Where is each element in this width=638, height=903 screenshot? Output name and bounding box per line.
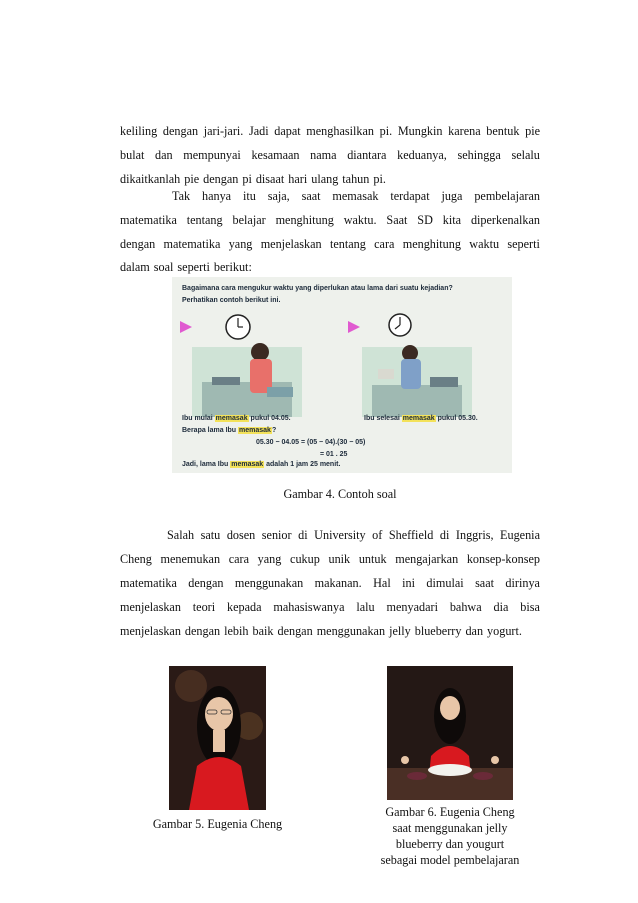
word: dan (465, 624, 484, 638)
word: dalam (120, 260, 150, 274)
word: di (439, 528, 450, 542)
word: Mungkin (397, 124, 443, 138)
word: dengan (162, 124, 199, 138)
clock-icon-right (389, 314, 411, 336)
word: seperti (177, 260, 210, 274)
word: matematika (120, 576, 177, 590)
word: dia (493, 600, 509, 614)
paragraph-3-line-3 (120, 575, 540, 591)
word: disaat (255, 172, 285, 186)
word: dapat (274, 124, 301, 138)
word: dosen (226, 528, 256, 542)
word: sehingga (457, 148, 501, 162)
word: dimulai (426, 576, 464, 590)
paragraph-3-line-1 (167, 527, 540, 543)
figure-4-worksheet-image (172, 277, 512, 473)
word: saat (475, 576, 495, 590)
word: menjelaskan (120, 624, 181, 638)
word: pembelajaran (474, 189, 540, 203)
word: mempunyai (183, 148, 241, 162)
word: dengan (184, 624, 221, 638)
word: Salah (167, 528, 195, 542)
arrow-icon-right (348, 321, 360, 333)
paragraph-1-line-2 (120, 147, 540, 163)
paragraph-1-line-1 (120, 123, 540, 139)
word: bisa (520, 600, 540, 614)
word: ini (402, 576, 415, 590)
word: mengajarkan (395, 552, 459, 566)
word: pi. (379, 124, 393, 138)
worksheet-question-2: Perhatikan contoh berikut ini. (182, 297, 281, 304)
word: belajar (232, 213, 266, 227)
word: senior (261, 528, 292, 542)
word: dengan (188, 576, 224, 590)
worksheet-question-1: Bagaimana cara mengukur waktu yang diperlukan atau lama dari suatu kejadian? (182, 285, 453, 292)
word: menjelaskan (260, 237, 322, 251)
figure-4-caption: Gambar 4. Contoh soal (283, 487, 397, 501)
word: Saat (386, 213, 408, 227)
paragraph-2-line-2 (120, 212, 540, 228)
word: menghitung (275, 213, 334, 227)
word: Inggris, (455, 528, 494, 542)
word: unik (328, 552, 351, 566)
paragraph-2-line-4 (120, 259, 540, 275)
arrow-icon-left (180, 321, 192, 333)
cooking-illustration (387, 666, 513, 800)
word: soal (153, 260, 174, 274)
word: memasak (332, 189, 379, 203)
figure-6-caption-line: Gambar 6. Eugenia Cheng (385, 805, 515, 819)
word: lebih (224, 624, 249, 638)
word: tahun (342, 172, 370, 186)
word: saat (301, 189, 321, 203)
word: konsep-konsep (466, 552, 540, 566)
word: diperkenalkan (470, 213, 540, 227)
word: hari (288, 172, 308, 186)
word: kita (442, 213, 462, 227)
word: menghitung (402, 237, 461, 251)
word: matematika (120, 213, 177, 227)
paragraph-3-line-4 (120, 599, 540, 615)
word: hanya (201, 189, 232, 203)
figure-6-caption (370, 804, 530, 868)
word: bahwa (449, 600, 482, 614)
word: tentang (329, 237, 366, 251)
word: jelly (389, 624, 411, 638)
word: blueberry (414, 624, 462, 638)
word: waktu (469, 237, 500, 251)
word: pi (242, 172, 252, 186)
figure-5-caption: Gambar 5. Eugenia Cheng (152, 817, 283, 831)
word: Sheffield (388, 528, 434, 542)
worksheet-start-time: Ibu mulai memasak pukul 04.05. (182, 415, 291, 422)
word: cara (374, 237, 395, 251)
word: ulang (311, 172, 339, 186)
word: jari-jari. (203, 124, 244, 138)
paragraph-3-line-2 (120, 551, 540, 567)
word: diantara (347, 148, 387, 162)
word: makanan. (314, 576, 362, 590)
word: mahasiswanya (273, 600, 345, 614)
word: selalu (511, 148, 540, 162)
word: karena (448, 124, 481, 138)
word: menggunakan (234, 576, 304, 590)
figure-6-caption-line: blueberry dan yougurt (395, 837, 505, 851)
word: Eugenia (500, 528, 540, 542)
word: pie (525, 124, 540, 138)
word: keliling (120, 124, 158, 138)
word: menyadari (386, 600, 438, 614)
word: dengan (277, 624, 313, 638)
paragraph-3-line-5 (120, 623, 540, 639)
word: kesamaan (251, 148, 300, 162)
word: berikut: (213, 260, 252, 274)
clock-icon-left (226, 315, 250, 339)
word: yang (257, 552, 282, 566)
word: menjelaskan (120, 600, 181, 614)
kitchen-scene-left (192, 343, 302, 417)
word: pie (184, 172, 200, 186)
worksheet-calculation-2: = 01 . 25 (320, 451, 348, 458)
figure-6-cooking-photo (387, 666, 513, 800)
word: SD (417, 213, 433, 227)
word: lalu (356, 600, 375, 614)
word: dikaitkanlah (120, 172, 181, 186)
word: Jadi (248, 124, 269, 138)
word: dirinya (505, 576, 540, 590)
word: matematika (163, 237, 221, 251)
word: bentuk (486, 124, 520, 138)
paragraph-1-line-3 (120, 171, 540, 187)
figure-6-caption-line: sebagai model pembelajaran (380, 853, 520, 867)
word: teori (192, 600, 216, 614)
word: dan (155, 148, 173, 162)
word: Tak (172, 189, 191, 203)
word: bulat (120, 148, 145, 162)
word: juga (441, 189, 463, 203)
word: waktu. (343, 213, 377, 227)
word: untuk (358, 552, 387, 566)
word: cara (228, 552, 250, 566)
word: saja, (267, 189, 290, 203)
word: baik (252, 624, 274, 638)
word: itu (242, 189, 256, 203)
kitchen-scene-right (362, 345, 472, 417)
paragraph-2-line-1 (172, 188, 540, 204)
word: satu (200, 528, 221, 542)
worksheet-question-duration: Berapa lama Ibu memasak? (182, 427, 277, 434)
portrait-illustration (169, 666, 266, 810)
word: terdapat (390, 189, 430, 203)
word: dengan (120, 237, 156, 251)
word: keduanya, (397, 148, 447, 162)
word: kepada (227, 600, 262, 614)
word: cukup (290, 552, 320, 566)
word: nama (310, 148, 337, 162)
word: of (372, 528, 383, 542)
word: Hal (373, 576, 391, 590)
word: menghasilkan (306, 124, 374, 138)
word: University (314, 528, 366, 542)
figure-5-portrait-photo (169, 666, 266, 810)
word: yang (228, 237, 253, 251)
word: tentang (186, 213, 223, 227)
word: dengan (203, 172, 239, 186)
word: di (298, 528, 308, 542)
word: pi. (373, 172, 386, 186)
worksheet-illustrations (172, 307, 512, 427)
word: Cheng (120, 552, 152, 566)
word: menggunakan (316, 624, 386, 638)
word: yogurt. (487, 624, 522, 638)
worksheet-calculation-1: 05.30 − 04.05 = (05 − 04).(30 − 05) (256, 439, 366, 446)
word: seperti (507, 237, 540, 251)
figure-6-caption-line: saat menggunakan jelly (392, 821, 508, 835)
word: menemukan (160, 552, 221, 566)
worksheet-answer: Jadi, lama Ibu memasak adalah 1 jam 25 menit. (182, 461, 341, 468)
worksheet-end-time: Ibu selesai memasak pukul 05.30. (364, 415, 478, 422)
paragraph-2-line-3 (120, 236, 540, 252)
